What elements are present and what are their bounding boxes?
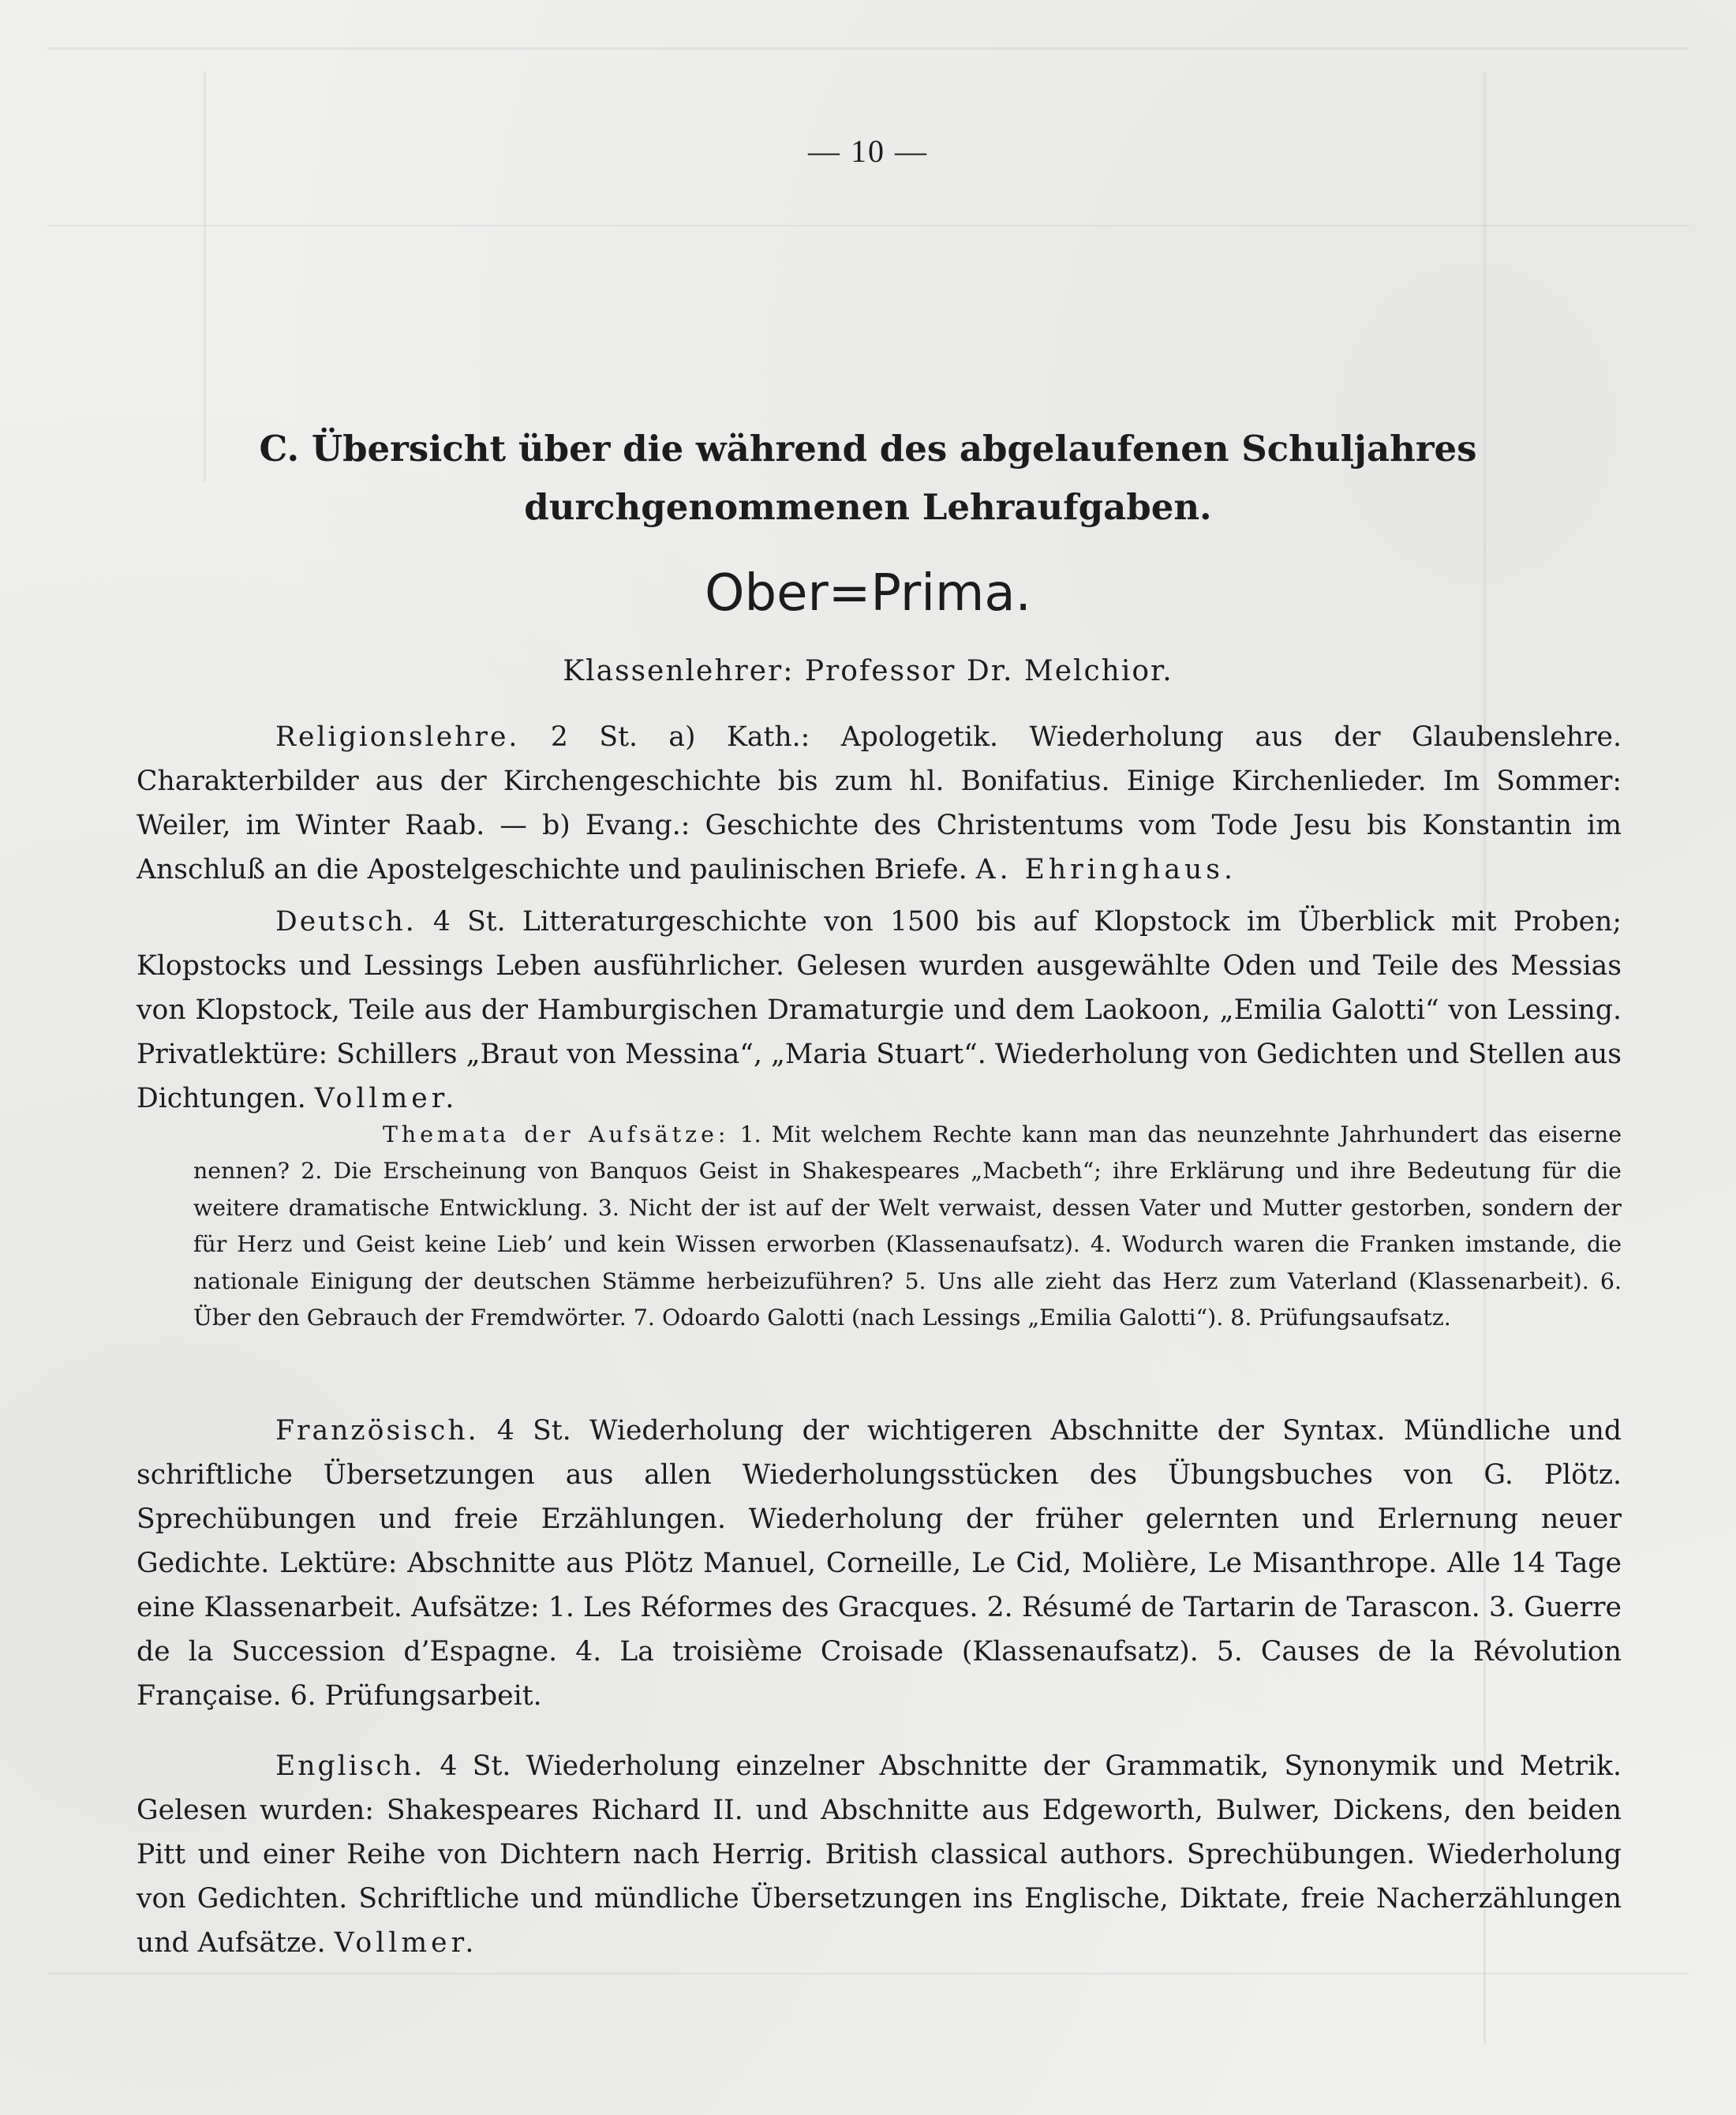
topics-label: Themata der Aufsätze: [383,1121,730,1147]
subject-text: 4 St. Wiederholung einzelner Abschnitte der Grammatik, Synonymik und Metrik. Gelesen wurden: Shakespeares Richard II. und Abschnitte aus Edgeworth, Bulwer, Dickens, den beiden Pitt und einer Reihe von Dichtern nach Herrig. British classical authors. Sprechübungen. Wiederholung von Gedichten. Schriftliche und mündliche Übersetzungen ins Englische, Diktate, freie Nacherzählungen und Aufsätze. [137,1750,1622,1959]
subject-label: Deutsch. [275,906,417,938]
class-teacher: Klassenlehrer: Professor Dr. Melchior. [563,655,1173,687]
section-heading: C. Übersicht über die während des abgelaufenen Schuljahres durchgenommenen Lehraufgaben. [259,428,1477,528]
franzoesisch-paragraph [137,1409,1622,1718]
teacher-name: A. Ehringhaus. [975,854,1237,885]
subject-text: 4 St. Wiederholung der wichtigeren Abschnitte der Syntax. Mündliche und schriftliche Übersetzungen aus allen Wiederholungsstücken des Übungsbuches von G. Plötz. Sprechübungen und freie Erzählungen. Wiederholung der früher gelernten und Erlernung neuer Gedichte. Lektüre: Abschnitte aus Plötz Manuel, Corneille, Le Cid, Molière, Le Misanthrope. Alle 14 Tage eine Klassenarbeit. Aufsätze: 1. Les Réformes des Gracques. 2. Résumé de Tartarin de Tarascon. 3. Guerre de la Succession d’Espagne. 4. La troisième Croisade (Klassenaufsatz). 5. Causes de la Révolution Française. 6. Prüfungsarbeit. [137,1415,1622,1712]
subject-label: Religionslehre. [275,721,520,753]
subject-label: Englisch. [275,1750,425,1782]
bleed-through-line [47,225,1689,226]
religion-paragraph [137,715,1622,892]
englisch-paragraph [137,1744,1622,1965]
essay-topics [193,1117,1622,1336]
teacher-name: Vollmer. [334,1927,478,1959]
teacher-name: Vollmer. [314,1083,458,1114]
bleed-through-line [47,1973,1689,1975]
deutsch-paragraph [137,900,1622,1121]
subject-text: 2 St. a) Kath.: Apologetik. Wiederholung aus der Glaubenslehre. Charakterbilder aus der Kirchengeschichte bis zum hl. Bonifatius. Einige Kirchenlieder. Im Sommer: Weiler, im Winter Raab. — b) Evang.: Geschichte des Christentums vom Tode Jesu bis Konstantin im Anschluß an die Apostelgeschichte und paulinischen Briefe. [137,721,1622,885]
bleed-through-line [47,47,1689,50]
subject-label: Französisch. [275,1415,479,1447]
page-number: — 10 — [808,133,928,169]
class-title: Ober=Prima. [705,564,1031,623]
topics-text: 1. Mit welchem Rechte kann man das neunzehnte Jahrhundert das eiserne nennen? 2. Die Erscheinung von Banquos Geist in Shakespeares „Macbeth“; ihre Erklärung und ihre Bedeutung für die weitere dramatische Entwicklung. 3. Nicht der ist auf der Welt verwaist, dessen Vater und Mutter gestorben, sondern der für Herz und Geist keine Lieb’ und kein Wissen erworben (Klassenaufsatz). 4. Wodurch waren die Franken imstande, die nationale Einigung der deutschen Stämme herbeizuführen? 5. Uns alle zieht das Herz zum Vaterland (Klassenarbeit). 6. Über den Gebrauch der Fremdwörter. 7. Odoardo Galotti (nach Lessings „Emilia Galotti“). 8. Prüfungsaufsatz. [193,1121,1622,1331]
subject-text: 4 St. Litteraturgeschichte von 1500 bis auf Klopstock im Überblick mit Proben; Klopstocks und Lessings Leben ausführlicher. Gelesen wurden ausgewählte Oden und Teile des Messias von Klopstock, Teile aus der Hamburgischen Dramaturgie und dem Laokoon, „Emilia Galotti“ von Lessing. Privatlektüre: Schillers „Braut von Messina“, „Maria Stuart“. Wiederholung von Gedichten und Stellen aus Dichtungen. [137,906,1622,1114]
